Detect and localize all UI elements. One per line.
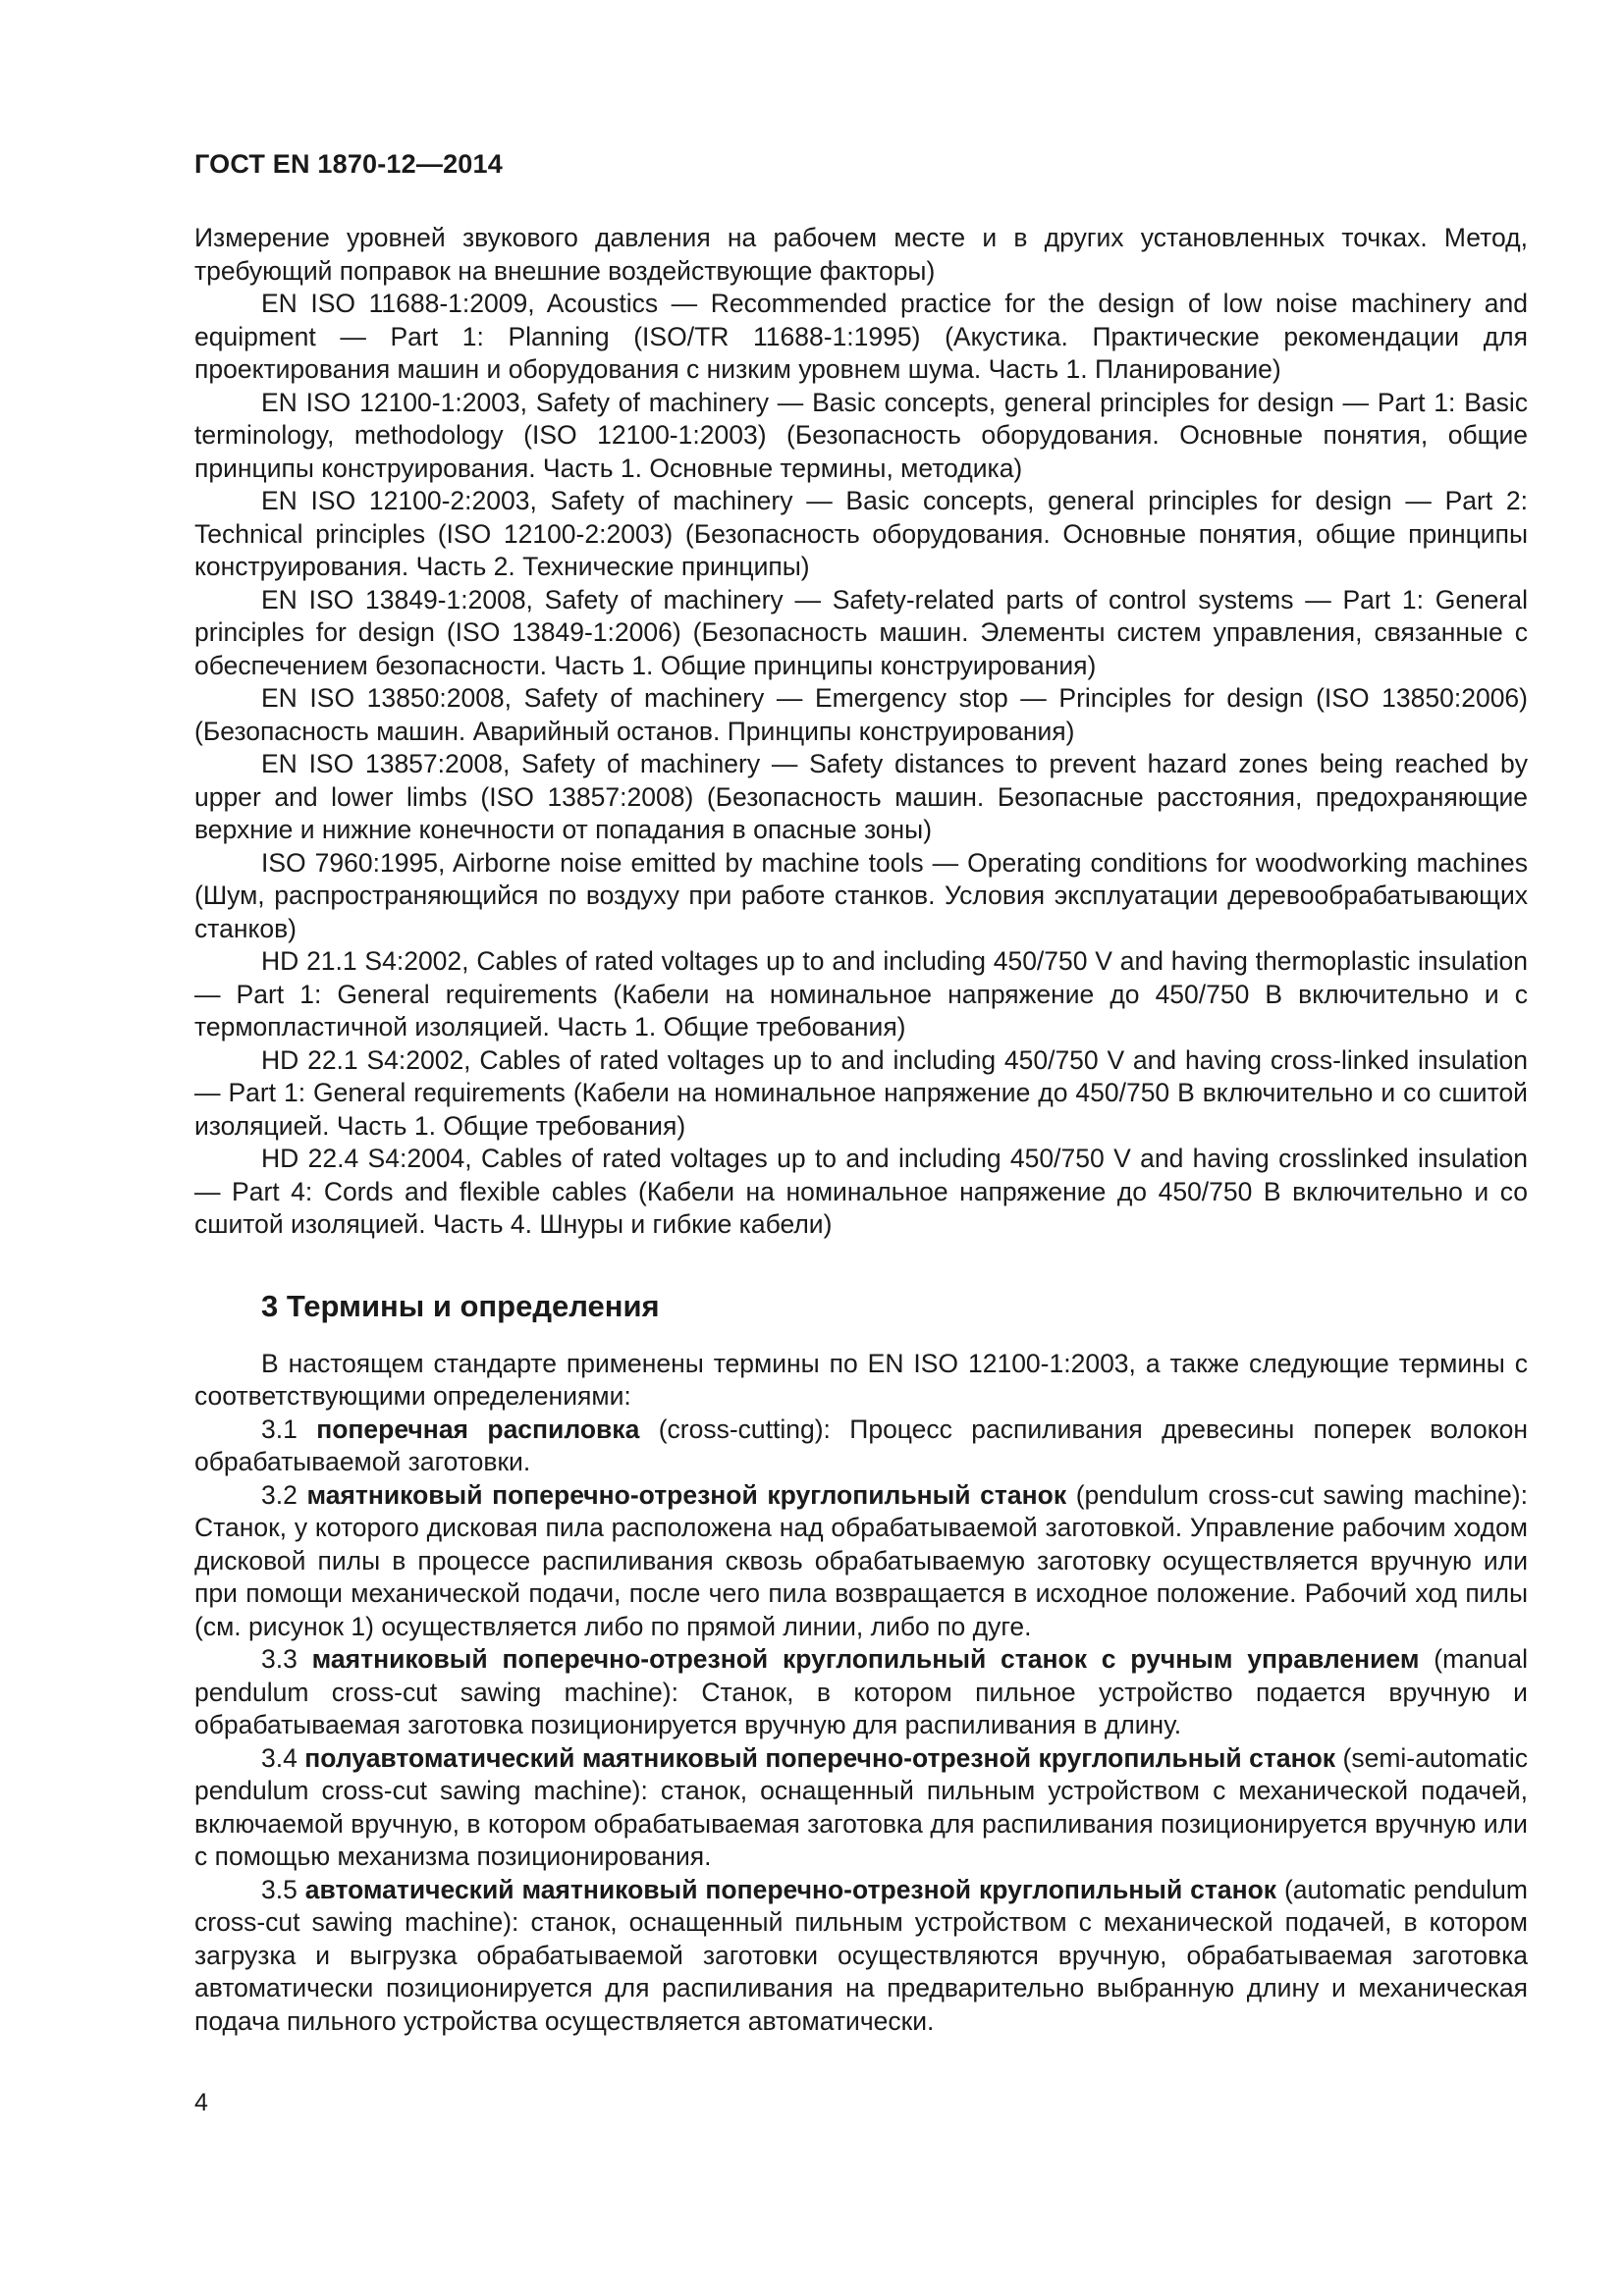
term-text: (automatic pendulum cross-cut sawing machine): станок, оснащенный пильным устройством с механической подачей, в котором загрузка и выгрузка обрабатываемой заготовки осуществляются вручную, обрабатываемая заготовка автоматически позиционируется для распиливания на предварительно выбранную длину и механическая подача пильного устройства осуществляется автоматически. xyxy=(194,1874,1528,2036)
term-name: маятниковый поперечно-отрезной круглопильный станок xyxy=(306,1479,1067,1510)
reference-entry: EN ISO 12100-2:2003, Safety of machinery — Basic concepts, general principles for design — Part 2: Technical principles (ISO 12100-2:2003) (Безопасность оборудования. Основные понятия, общие принципы конструирования. Часть 2. Технические принципы) xyxy=(194,486,1528,581)
term-text: (semi-automatic pendulum cross-cut sawing machine): станок, оснащенный пильным устройством с механической подачей, включаемой вручную, в котором обрабатываемая заготовка для распиливания позиционируется вручную или с помощью механизма позиционирования. xyxy=(194,1742,1528,1871)
term-definition xyxy=(194,1874,1528,2039)
term-name: полуавтоматический маятниковый поперечно-отрезной круглопильный станок xyxy=(304,1742,1336,1773)
term-definition xyxy=(194,1479,1528,1644)
reference-continuation: Измерение уровней звукового давления на рабочем месте и в других установленных точках. Метод, требующий поправок на внешние воздействующие факторы) xyxy=(194,223,1528,286)
term-number: 3.5 xyxy=(261,1874,298,1904)
term-text: (manual pendulum cross-cut sawing machine): Станок, в котором пильное устройство подается вручную и обрабатываемая заготовка позиционируется вручную для распиливания в длину. xyxy=(194,1644,1528,1739)
reference-entry: HD 22.1 S4:2002, Cables of rated voltages up to and including 450/750 V and having cross-linked insulation — Part 1: General requirements (Кабели на номинальное напряжение до 450/750 В включительно и со сшитой изоляцией. Часть 1. Общие требования) xyxy=(194,1044,1528,1141)
reference-entry: EN ISO 11688-1:2009, Acoustics — Recommended practice for the design of low noise machinery and equipment — Part 1: Planning (ISO/TR 11688-1:1995) (Акустика. Практические рекомендации для проектирования машин и оборудования с низким уровнем шума. Часть 1. Планирование) xyxy=(194,289,1528,384)
term-number: 3.3 xyxy=(261,1644,298,1674)
document-id-header: ГОСТ EN 1870-12—2014 xyxy=(194,149,503,179)
document-body xyxy=(194,222,1528,2038)
document-page xyxy=(194,0,1528,2296)
term-number: 3.2 xyxy=(261,1479,298,1510)
reference-entry: HD 22.4 S4:2004, Cables of rated voltages up to and including 450/750 V and having crosslinked insulation — Part 4: Cords and flexible cables (Кабели на номинальное напряжение до 450/750 В включительно и со сшитой изоляцией. Часть 4. Шнуры и гибкие кабели) xyxy=(194,1144,1528,1239)
term-number: 3.1 xyxy=(261,1414,298,1444)
term-definition xyxy=(194,1742,1528,1874)
reference-entry: HD 21.1 S4:2002, Cables of rated voltages up to and including 450/750 V and having thermoplastic insulation — Part 1: General requirements (Кабели на номинальное напряжение до 450/750 В включительно и с термопластичной изоляцией. Часть 1. Общие требования) xyxy=(194,946,1528,1041)
term-definition xyxy=(194,1414,1528,1479)
term-name: поперечная распиловка xyxy=(316,1414,640,1444)
section-heading: 3 Термины и определения xyxy=(261,1288,660,1323)
reference-entry: EN ISO 13850:2008, Safety of machinery — Emergency stop — Principles for design (ISO 13850:2006) (Безопасность машин. Аварийный останов. Принципы конструирования) xyxy=(194,683,1528,746)
reference-entry: EN ISO 13849-1:2008, Safety of machinery — Safety-related parts of control systems — Part 1: General principles for design (ISO 13849-1:2006) (Безопасность машин. Элементы систем управления, связанные с обеспечением безопасности. Часть 1. Общие принципы конструирования) xyxy=(194,584,1528,680)
reference-entry: EN ISO 13857:2008, Safety of machinery — Safety distances to prevent hazard zones being reached by upper and lower limbs (ISO 13857:2008) (Безопасность машин. Безопасные расстояния, предохраняющие верхние и нижние конечности от попадания в опасные зоны) xyxy=(194,749,1528,844)
page-number: 4 xyxy=(194,2089,208,2116)
term-definition xyxy=(194,1643,1528,1742)
term-number: 3.4 xyxy=(261,1742,298,1773)
section-intro: В настоящем стандарте применены термины по EN ISO 12100-1:2003, а также следующие термины с соответствующими определениями: xyxy=(194,1348,1528,1411)
reference-entry: EN ISO 12100-1:2003, Safety of machinery — Basic concepts, general principles for design — Part 1: Basic terminology, methodology (ISO 12100-1:2003) (Безопасность оборудования. Основные понятия, общие принципы конструирования. Часть 1. Основные термины, методика) xyxy=(194,387,1528,483)
term-name: маятниковый поперечно-отрезной круглопильный станок с ручным управлением xyxy=(311,1644,1420,1674)
term-text: (pendulum cross-cut sawing machine): Станок, у которого дисковая пила расположена над обрабатываемой заготовкой. Управление рабочим ходом дисковой пилы в процессе распиливания сквозь обрабатываемую заготовку осуществляется вручную или при помощи механической подачи, после чего пила возвращается в исходное положение. Рабочий ход пилы (см. рисунок 1) осуществляется либо по прямой линии, либо по дуге. xyxy=(194,1479,1528,1641)
term-name: автоматический маятниковый поперечно-отрезной круглопильный станок xyxy=(304,1874,1277,1904)
term-text: (cross-cutting): Процесс распиливания древесины поперек волокон обрабатываемой заготовки. xyxy=(194,1414,1528,1476)
reference-entry: ISO 7960:1995, Airborne noise emitted by machine tools — Operating conditions for woodworking machines (Шум, распространяющийся по воздуху при работе станков. Условия эксплуатации деревообрабатывающих станков) xyxy=(194,847,1528,943)
